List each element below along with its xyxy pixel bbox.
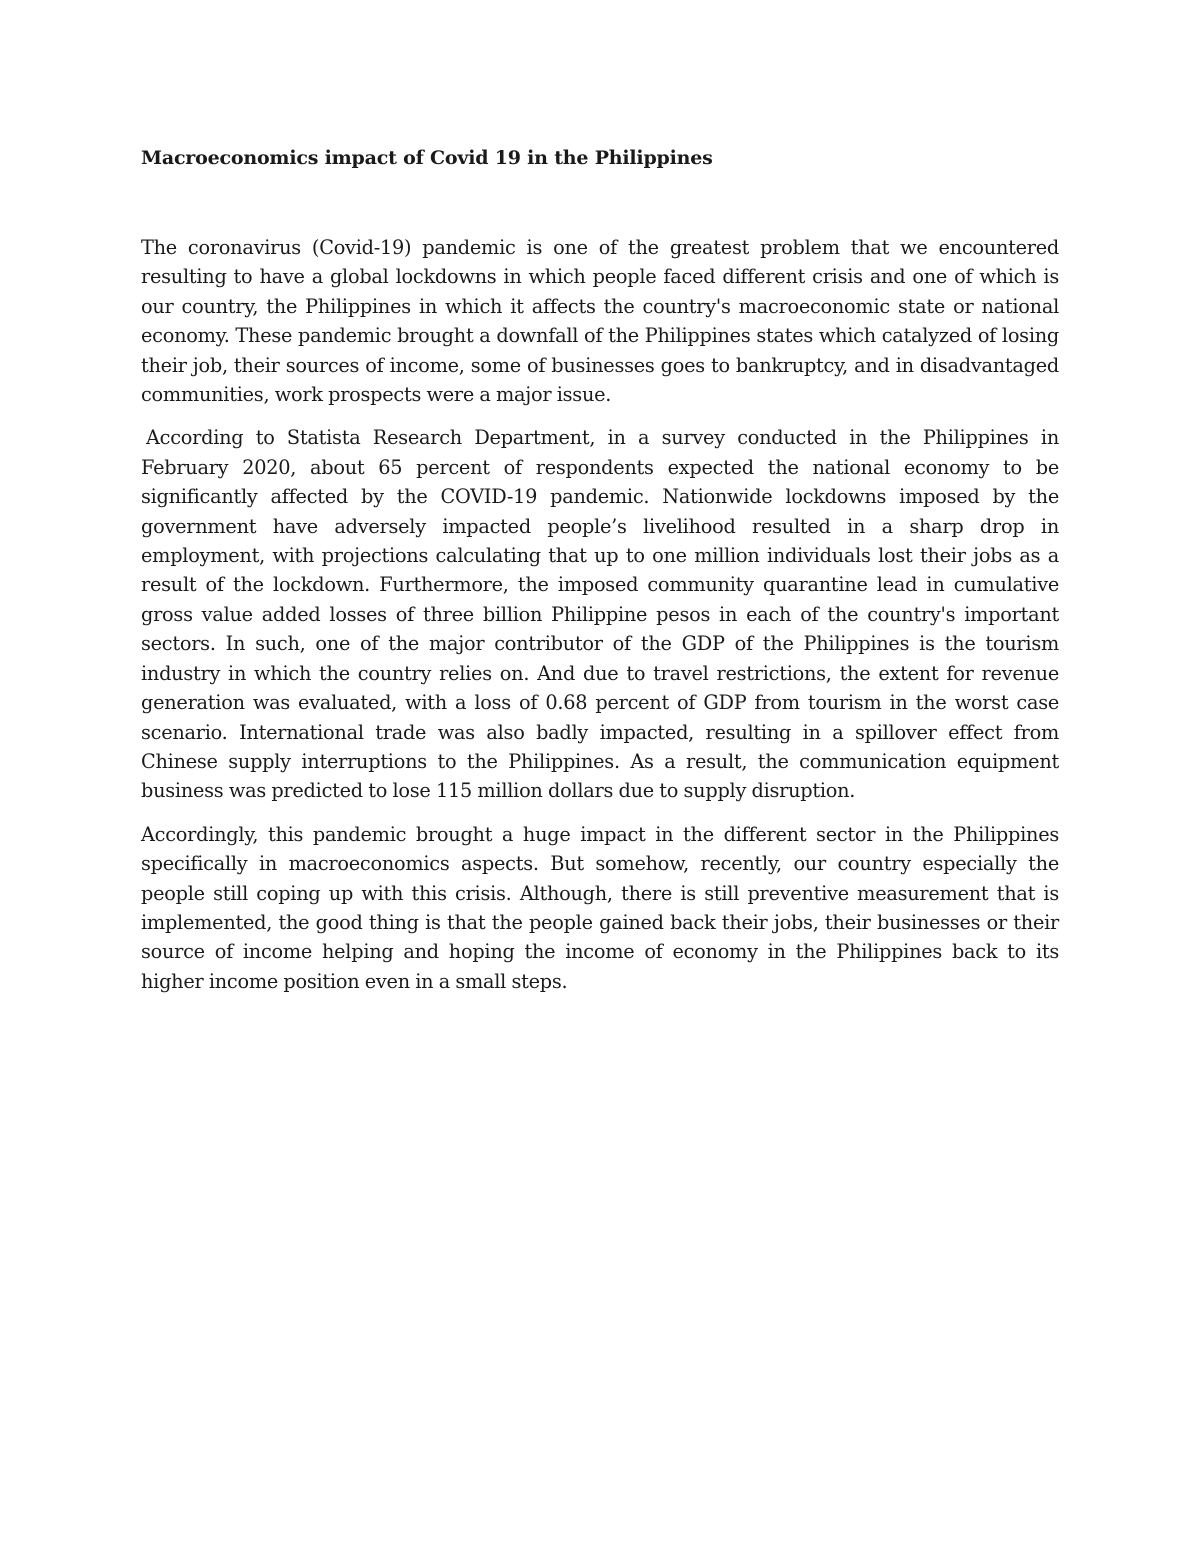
paragraph-intro: The coronavirus (Covid-19) pandemic is one of the greatest problem that we encountered resulting to have a global lockdowns in which people faced different crisis and one of which is our country, the Philippines in which it affects the country's macroeconomic state or national economy. These pandemic brought a downfall of the Philippines states which catalyzed of losing their job, their sources of income, some of businesses goes to bankruptcy, and in disadvantaged communities, work prospects were a major issue.: [141, 236, 1059, 407]
paragraph-statista: According to Statista Research Department, in a survey conducted in the Philippines in February 2020, about 65 percent of respondents expected the national economy to be significantly affected by the COVID-19 pandemic. Nationwide lockdowns imposed by the government have adversely impacted people’s livelihood resulted in a sharp drop in employment, with projections calculating that up to one million individuals lost their jobs as a result of the lockdown. Furthermore, the imposed community quarantine lead in cumulative gross value added losses of three billion Philippine pesos in each of the country's important sectors. In such, one of the major contributor of the GDP of the Philippines is the tourism industry in which the country relies on. And due to travel restrictions, the extent for revenue generation was evaluated, with a loss of 0.68 percent of GDP from tourism in the worst case scenario. International trade was also badly impacted, resulting in a spillover effect from Chinese supply interruptions to the Philippines. As a result, the communication equipment business was predicted to lose 115 million dollars due to supply disruption.: [141, 426, 1059, 803]
paragraph-conclusion: Accordingly, this pandemic brought a huge impact in the different sector in the Philippines specifically in macroeconomics aspects. But somehow, recently, our country especially the people still coping up with this crisis. Although, there is still preventive measurement that is implemented, the good thing is that the people gained back their jobs, their businesses or their source of income helping and hoping the income of economy in the Philippines back to its higher income position even in a small steps.: [141, 822, 1059, 993]
document-body: [141, 140, 1059, 1010]
document-title: Macroeconomics impact of Covid 19 in the Philippines: [141, 147, 713, 169]
